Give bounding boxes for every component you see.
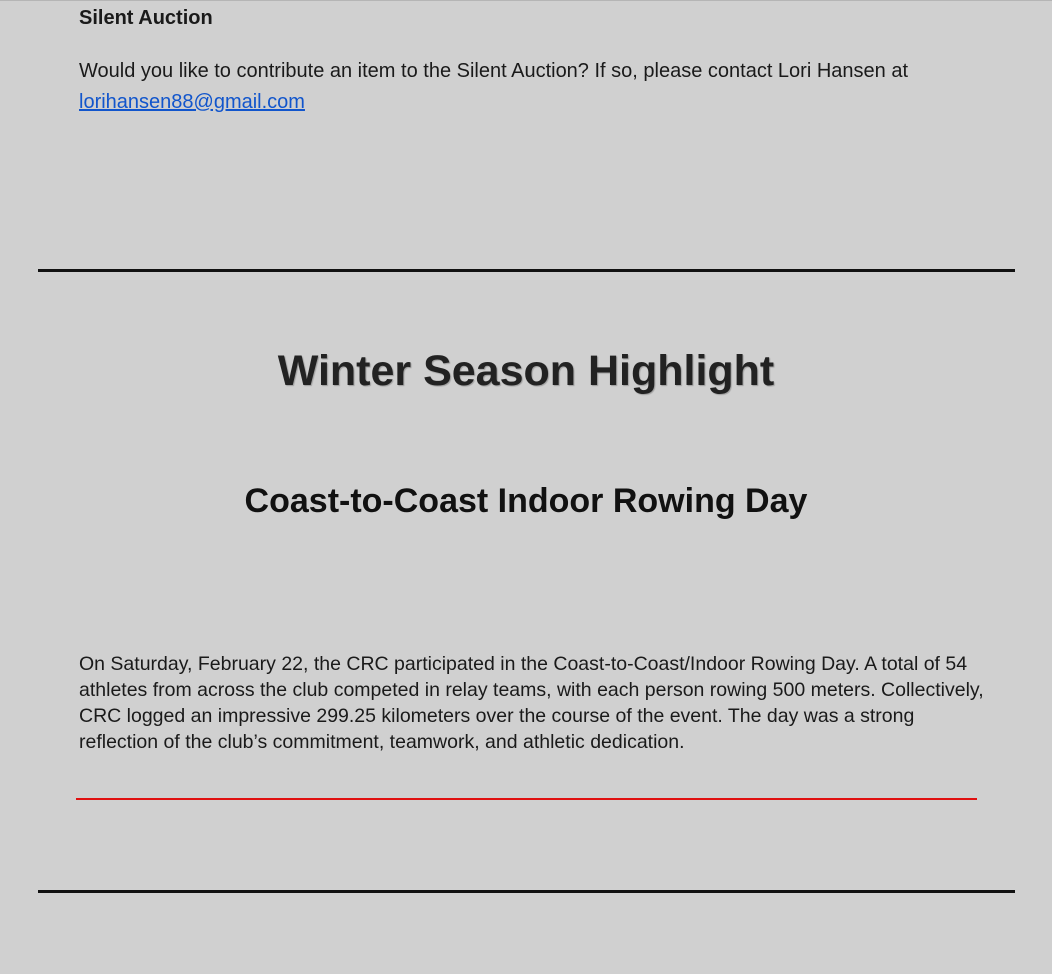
section-divider-bottom	[38, 890, 1015, 893]
red-divider	[76, 798, 977, 800]
email-link[interactable]: lorihansen88@gmail.com	[79, 91, 305, 113]
winter-highlight-title: Winter Season Highlight	[277, 347, 775, 395]
event-description: On Saturday, February 22, the CRC participated in the Coast-to-Coast/Indoor Rowing Day. A total of 54 athletes from across the club competed in relay teams, with each person rowing 500 meters. Collectively, CRC logged an impressive 299.25 kilometers over the course of the event. The day was a strong reflection of the club’s commitment, teamwork, and athletic dedication.	[79, 653, 984, 753]
event-subtitle: Coast-to-Coast Indoor Rowing Day	[244, 482, 808, 520]
silent-auction-message: Would you like to contribute an item to the Silent Auction? If so, please contact Lori Hansen at	[79, 60, 909, 82]
section-divider-top	[38, 269, 1015, 272]
silent-auction-heading: Silent Auction	[79, 7, 213, 29]
silent-auction-text	[79, 56, 979, 118]
